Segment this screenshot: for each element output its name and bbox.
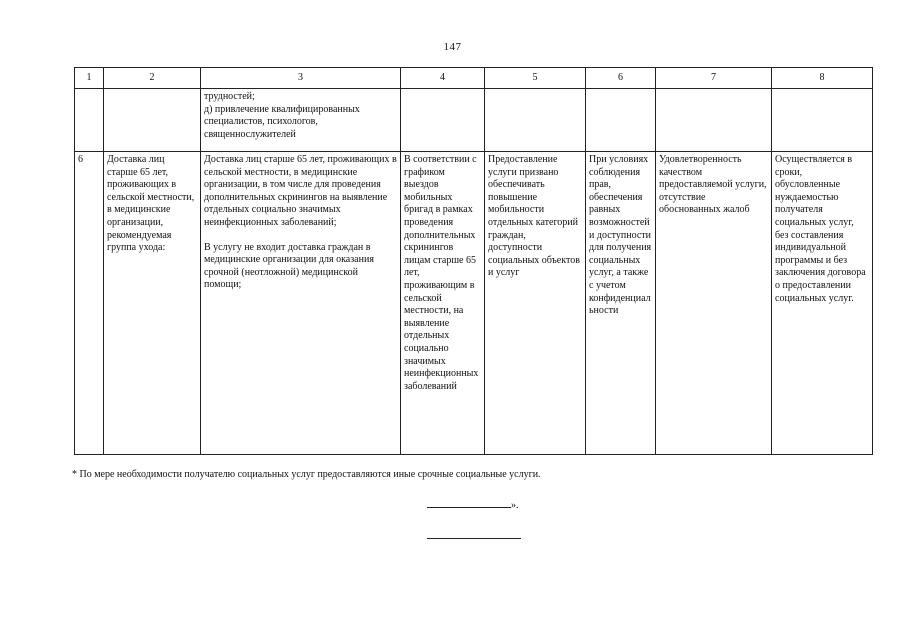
- closing-underline: [427, 498, 511, 508]
- cell-conditions: [586, 89, 656, 152]
- header-cell-4: 4: [401, 68, 485, 89]
- service-description-text: трудностей; д) привлечение квалифицированных специалистов, психологов, священнослужителей: [204, 91, 360, 140]
- end-divider: [427, 538, 521, 539]
- closing-line: [427, 498, 519, 511]
- footnote: * По мере необходимости получателю социальных услуг предоставляются иные срочные социальные услуги.: [72, 469, 541, 480]
- cell-service-name: Доставка лиц старше 65 лет, проживающих в сельской местности, в медицинские организации, рекомендуемая группа ухода:: [104, 152, 201, 455]
- cell-timing: [401, 89, 485, 152]
- page-number: 147: [443, 41, 462, 53]
- header-cell-8: 8: [772, 68, 873, 89]
- service-exclusion-paragraph: В услугу не входит доставка граждан в медицинские организации для оказания срочной (неотложной) медицинской помощи;: [204, 241, 374, 291]
- service-description-paragraph: Доставка лиц старше 65 лет, проживающих в сельской местности, в медицинские организации, в том числе для проведения дополнительных скринингов на выявление отдельных социально значимых неинфекционных заболеваний;: [204, 154, 397, 228]
- cell-timing: В соответствии с графиком выездов мобильных бригад в рамках проведения дополнительных скринингов лицам старше 65 лет, проживающим в сельской местности, на выявление отдельных социально значимых неинфекционных заболеваний: [401, 152, 485, 455]
- cell-conditions: При условиях соблюдения прав, обеспечения равных возможностей и доступности для получения социальных услуг, а также с учетом конфиденциальности: [586, 152, 656, 455]
- header-cell-6: 6: [586, 68, 656, 89]
- header-cell-1: 1: [75, 68, 104, 89]
- cell-procedure: Осуществляется в сроки, обусловленные нуждаемостью получателя социальных услуг, без составления индивидуальной программы и без заключения договора о предоставлении социальных услуг.: [772, 152, 873, 455]
- cell-number: [75, 89, 104, 152]
- cell-procedure: [772, 89, 873, 152]
- header-cell-2: 2: [104, 68, 201, 89]
- cell-service-description: [201, 152, 401, 455]
- cell-volume: [485, 89, 586, 152]
- services-table: [74, 67, 873, 455]
- cell-quality-indicators: [656, 89, 772, 152]
- table-row-continuation: [75, 89, 873, 152]
- cell-number: 6: [75, 152, 104, 455]
- header-cell-5: 5: [485, 68, 586, 89]
- cell-service-description: [201, 89, 401, 152]
- table-header-row: [75, 68, 873, 89]
- header-cell-7: 7: [656, 68, 772, 89]
- header-cell-3: 3: [201, 68, 401, 89]
- closing-quote-mark: ».: [511, 500, 519, 511]
- table-row-6: [75, 152, 873, 455]
- cell-quality-indicators: Удовлетворенность качеством предоставляемой услуги, отсутствие обоснованных жалоб: [656, 152, 772, 455]
- cell-service-name: [104, 89, 201, 152]
- cell-volume: Предоставление услуги призвано обеспечивать повышение мобильности отдельных категорий граждан, доступности социальных объектов и услуг: [485, 152, 586, 455]
